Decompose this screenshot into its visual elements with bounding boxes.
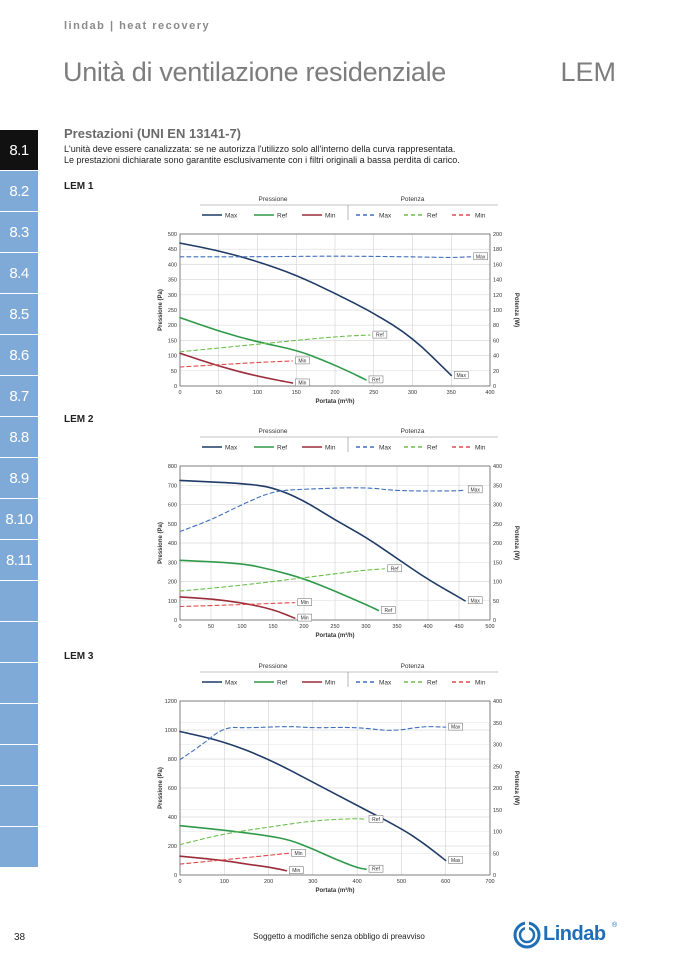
x-tick-label: 450 xyxy=(454,624,464,630)
legend-group-power: Potenza xyxy=(400,663,425,670)
y2-tick-label: 20 xyxy=(493,368,500,375)
y2-tick-label: 150 xyxy=(493,807,503,814)
series-end-label: Ref xyxy=(372,866,380,873)
y2-tick-label: 160 xyxy=(493,262,503,269)
x-tick-label: 150 xyxy=(268,624,278,630)
chapter-tab[interactable]: 8.4 xyxy=(0,253,38,293)
y-tick-label: 200 xyxy=(167,844,177,850)
chapter-tab[interactable] xyxy=(0,663,38,703)
legend-label: Max xyxy=(225,212,238,220)
y-tick-label: 800 xyxy=(167,464,177,470)
x-axis-label: Portata (m³/h) xyxy=(315,399,355,405)
x-tick-label: 500 xyxy=(485,624,495,630)
x-tick-label: 100 xyxy=(252,390,263,396)
section-note xyxy=(64,144,460,166)
chart-lem2 xyxy=(150,422,520,644)
lindab-logo[interactable] xyxy=(513,920,623,950)
chapter-tab[interactable]: 8.6 xyxy=(0,335,38,375)
y2-tick-label: 0 xyxy=(493,384,497,390)
y-tick-label: 1000 xyxy=(164,728,177,734)
series-end-label: Min xyxy=(300,615,309,622)
y-tick-label: 400 xyxy=(167,541,177,547)
page-number: 38 xyxy=(14,932,26,943)
y2-tick-label: 350 xyxy=(493,483,503,490)
series-line-min-pressure xyxy=(180,353,292,383)
y2-axis-label: Potenza (W) xyxy=(513,525,519,561)
y2-tick-label: 100 xyxy=(493,829,503,836)
x-tick-label: 350 xyxy=(392,624,402,630)
brand-breadcrumb: lindab | heat recovery xyxy=(64,20,211,32)
chart-lem1 xyxy=(150,190,520,410)
legend-label: Ref xyxy=(277,444,288,452)
chapter-tab[interactable]: 8.5 xyxy=(0,294,38,334)
x-axis-label: Portata (m³/h) xyxy=(315,888,355,894)
x-tick-label: 250 xyxy=(330,624,340,630)
x-tick-label: 400 xyxy=(423,624,433,630)
legend-label: Ref xyxy=(427,212,438,220)
y2-tick-label: 250 xyxy=(493,764,503,771)
series-end-label: Min xyxy=(300,600,309,607)
legend-label: Ref xyxy=(277,212,288,220)
y-tick-label: 100 xyxy=(167,598,177,605)
x-tick-label: 350 xyxy=(446,390,456,396)
y-tick-label: 0 xyxy=(173,873,177,879)
y-tick-label: 1200 xyxy=(164,699,177,705)
y2-axis-label: Potenza (W) xyxy=(513,292,519,328)
section-title: Prestazioni (UNI EN 13141-7) xyxy=(64,126,242,141)
chapter-tabs xyxy=(0,130,38,868)
y-tick-label: 250 xyxy=(167,308,177,314)
chapter-tab[interactable]: 8.1 xyxy=(0,130,38,170)
x-axis-label: Portata (m³/h) xyxy=(315,633,355,639)
chart-label-lem2: LEM 2 xyxy=(64,414,94,425)
y-tick-label: 800 xyxy=(167,757,177,763)
y2-tick-label: 60 xyxy=(493,338,500,345)
x-tick-label: 200 xyxy=(299,624,309,630)
legend-label: Max xyxy=(225,444,238,452)
chapter-tab[interactable] xyxy=(0,827,38,867)
y2-tick-label: 80 xyxy=(493,323,500,330)
legend-label: Max xyxy=(379,444,392,452)
chapter-tab[interactable]: 8.8 xyxy=(0,417,38,457)
y2-tick-label: 250 xyxy=(493,521,503,528)
y2-tick-label: 200 xyxy=(493,541,503,547)
series-line-min-power xyxy=(180,361,292,367)
x-tick-label: 600 xyxy=(441,879,451,885)
x-tick-label: 200 xyxy=(263,879,274,885)
chart-lem3 xyxy=(150,657,520,899)
y-axis-label: Pressione (Pa) xyxy=(158,767,164,809)
chapter-tab[interactable]: 8.9 xyxy=(0,458,38,498)
y2-tick-label: 350 xyxy=(493,720,503,727)
x-tick-label: 500 xyxy=(396,879,407,885)
legend-label: Min xyxy=(325,212,336,220)
series-end-label: Ref xyxy=(375,332,384,339)
y-tick-label: 400 xyxy=(167,262,177,269)
x-tick-label: 100 xyxy=(237,624,247,630)
series-end-label: Max xyxy=(470,487,480,494)
x-tick-label: 300 xyxy=(407,390,418,396)
y2-tick-label: 100 xyxy=(493,308,503,314)
y-tick-label: 0 xyxy=(173,384,177,390)
y-tick-label: 400 xyxy=(167,815,177,821)
series-end-label: Ref xyxy=(372,377,380,384)
y-tick-label: 0 xyxy=(173,618,177,624)
y2-tick-label: 140 xyxy=(493,277,503,284)
series-line-max-power xyxy=(180,256,471,257)
legend-group-pressure: Pressione xyxy=(258,428,288,435)
series-line-max-power xyxy=(180,488,465,532)
series-end-label: Min xyxy=(292,868,301,875)
y2-axis-label: Potenza (W) xyxy=(513,770,519,806)
chapter-tab[interactable] xyxy=(0,581,38,621)
chapter-tab[interactable]: 8.11 xyxy=(0,540,38,580)
series-end-label: Min xyxy=(294,850,303,857)
y2-tick-label: 400 xyxy=(493,699,503,705)
legend-label: Min xyxy=(475,444,486,452)
y-tick-label: 500 xyxy=(167,232,177,238)
y-axis-label: Pressione (Pa) xyxy=(158,289,164,331)
footer-note: Soggetto a modifiche senza obbligo di preavviso xyxy=(253,932,425,941)
series-line-min-pressure xyxy=(180,856,286,871)
y-tick-label: 300 xyxy=(167,292,177,299)
series-line-min-pressure xyxy=(180,597,295,618)
series-line-ref-pressure xyxy=(180,826,366,870)
page-title: Unità di ventilazione residenziale xyxy=(63,57,447,87)
y-tick-label: 300 xyxy=(167,560,177,567)
x-tick-label: 50 xyxy=(207,624,215,630)
y2-tick-label: 200 xyxy=(493,786,503,792)
y-tick-label: 600 xyxy=(167,786,177,792)
series-end-label: Max xyxy=(470,598,480,605)
series-line-max-pressure xyxy=(180,480,465,600)
y-tick-label: 100 xyxy=(167,353,177,360)
x-tick-label: 100 xyxy=(219,879,229,885)
chapter-tab[interactable] xyxy=(0,622,38,662)
chart-label-lem3: LEM 3 xyxy=(64,651,94,662)
series-end-label: Ref xyxy=(390,566,399,573)
y2-tick-label: 50 xyxy=(493,598,500,605)
legend-group-pressure: Pressione xyxy=(258,196,288,203)
x-tick-label: 150 xyxy=(291,390,301,396)
series-line-ref-power xyxy=(180,335,370,352)
y-tick-label: 350 xyxy=(167,277,177,284)
y2-tick-label: 50 xyxy=(493,851,500,858)
y-tick-label: 200 xyxy=(167,579,177,586)
legend-label: Max xyxy=(225,679,238,687)
series-line-min-power xyxy=(180,603,295,607)
chapter-tab[interactable]: 8.2 xyxy=(0,171,38,211)
y-tick-label: 150 xyxy=(167,338,177,345)
x-tick-label: 700 xyxy=(485,879,495,885)
chapter-tab[interactable]: 8.7 xyxy=(0,376,38,416)
legend-label: Ref xyxy=(427,679,438,687)
legend-group-power: Potenza xyxy=(400,196,425,203)
x-tick-label: 300 xyxy=(308,879,318,885)
logo-mark-icon xyxy=(513,921,541,949)
x-tick-label: 50 xyxy=(215,390,222,396)
chapter-tab[interactable] xyxy=(0,745,38,785)
legend-label: Max xyxy=(379,679,392,687)
y2-tick-label: 150 xyxy=(493,560,503,567)
y-tick-label: 450 xyxy=(167,247,177,254)
logo-registered-mark: ® xyxy=(612,922,618,929)
y2-tick-label: 120 xyxy=(493,292,503,299)
legend-label: Min xyxy=(325,444,336,452)
y-tick-label: 200 xyxy=(167,323,177,330)
legend-label: Min xyxy=(475,679,486,687)
note-line-2: Le prestazioni dichiarate sono garantite esclusivamente con i filtri originali a bassa perdita di carico. xyxy=(64,155,460,165)
y2-tick-label: 0 xyxy=(493,618,497,624)
legend-label: Min xyxy=(475,212,486,220)
chapter-tab[interactable]: 8.3 xyxy=(0,212,38,252)
series-end-label: Ref xyxy=(384,607,393,614)
chapter-tab[interactable]: 8.10 xyxy=(0,499,38,539)
legend-label: Ref xyxy=(427,444,438,452)
legend-label: Max xyxy=(379,212,392,220)
series-end-label: Max xyxy=(450,724,461,731)
x-tick-label: 400 xyxy=(352,879,362,885)
y-axis-label: Pressione (Pa) xyxy=(158,522,164,564)
x-tick-label: 400 xyxy=(485,390,495,396)
legend-label: Min xyxy=(325,679,336,687)
y2-tick-label: 400 xyxy=(493,464,503,470)
x-tick-label: 0 xyxy=(178,879,182,885)
legend-group-power: Potenza xyxy=(400,428,425,435)
product-code: LEM xyxy=(560,57,616,87)
x-tick-label: 0 xyxy=(178,624,182,630)
chapter-tab[interactable] xyxy=(0,786,38,826)
y2-tick-label: 300 xyxy=(493,502,503,509)
series-end-label: Max xyxy=(450,858,461,864)
y2-tick-label: 180 xyxy=(493,247,503,254)
y2-tick-label: 0 xyxy=(493,873,497,879)
x-tick-label: 0 xyxy=(178,390,182,396)
x-tick-label: 250 xyxy=(369,390,379,396)
series-end-label: Ref xyxy=(372,816,380,823)
y2-tick-label: 100 xyxy=(493,579,503,586)
x-tick-label: 200 xyxy=(330,390,340,396)
chapter-tab[interactable] xyxy=(0,704,38,744)
x-tick-label: 300 xyxy=(361,624,371,630)
series-end-label: Min xyxy=(298,358,307,365)
y-tick-label: 700 xyxy=(167,483,177,490)
y2-tick-label: 300 xyxy=(493,742,503,749)
note-line-1: L'unità deve essere canalizzata: se ne autorizza l'utilizzo solo all'interno della curva rappresentata. xyxy=(64,144,456,154)
y2-tick-label: 200 xyxy=(493,232,503,238)
y2-tick-label: 40 xyxy=(493,353,500,360)
series-end-label: Max xyxy=(456,372,466,379)
chart-label-lem1: LEM 1 xyxy=(64,181,94,192)
y-tick-label: 600 xyxy=(167,502,177,509)
series-end-label: Max xyxy=(475,254,486,261)
y-tick-label: 500 xyxy=(167,521,177,528)
logo-text: Lindab xyxy=(543,923,606,945)
legend-group-pressure: Pressione xyxy=(258,663,288,670)
y-tick-label: 50 xyxy=(170,368,177,375)
legend-label: Ref xyxy=(277,679,288,687)
series-end-label: Min xyxy=(298,380,307,387)
